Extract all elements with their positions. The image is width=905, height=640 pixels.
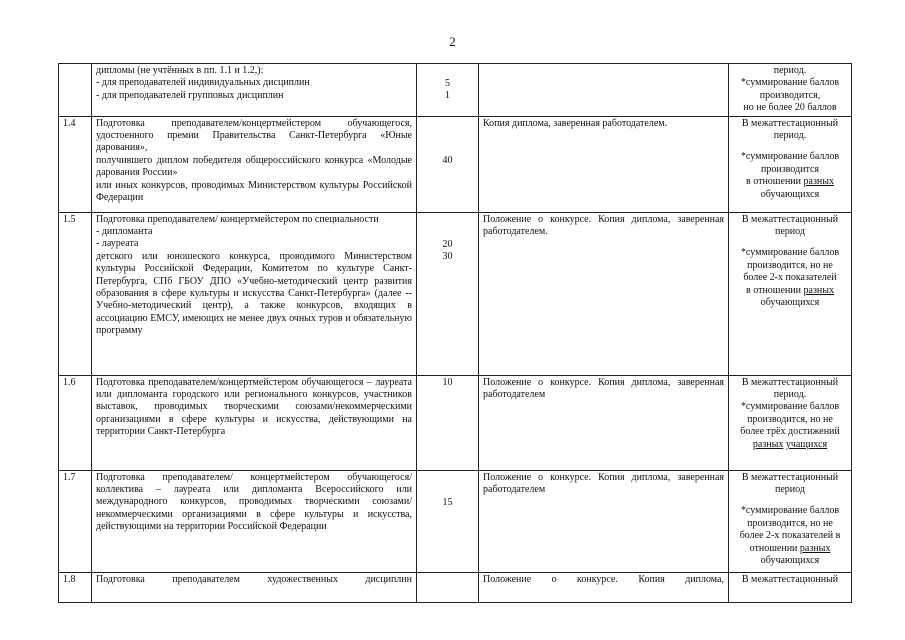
confirming-document: Положение о конкурсе. Копия диплома, заверенная работодателем <box>479 470 729 572</box>
points-value: 40 <box>442 154 453 166</box>
note-line: обучающихся <box>760 188 820 200</box>
criterion-note <box>729 64 852 117</box>
criteria-table <box>58 63 852 603</box>
row-number: 1.6 <box>59 375 92 470</box>
note-line: производится, но не <box>747 259 833 271</box>
note-line: В межаттестационный <box>741 376 839 388</box>
description-line: дипломы (не учтённых в пп. 1.1 и 1.2,): <box>96 65 264 76</box>
note-line: В межаттестационный <box>741 471 839 483</box>
note-line: в отношении <box>746 176 802 188</box>
note-line: *суммирование баллов <box>740 505 840 517</box>
description-line: Подготовка преподавателем/концертмейстером обучающегося – лауреата или дипломанта городского или регионального конкурсов, участников выставок, проводимых творческими союзами/некоммерческими организациями в сфере культуры и искусства, действующими на территории Санкт-Петербурга <box>96 376 415 438</box>
confirming-document <box>479 64 729 117</box>
confirming-document <box>479 572 729 602</box>
criterion-description <box>92 470 417 572</box>
row-number: 1.4 <box>59 116 92 212</box>
table-row <box>59 375 852 470</box>
points-value: 30 <box>442 251 453 263</box>
criterion-points <box>417 375 479 470</box>
criterion-points <box>417 116 479 212</box>
description-line: Подготовка преподавателем/ концертмейстером обучающегося/коллектива – лауреата или дипломанта Всероссийского или международного конкурсов, проводимых творческими союзами/некоммерческими организациями в сфере культуры и искусства, действующими на территории Российской Федерации <box>96 471 415 533</box>
note-line: отношении <box>749 542 798 554</box>
note-line: В межаттестационный <box>741 573 839 585</box>
note-line: производится, но не <box>747 517 833 529</box>
note-line: В межаттестационный <box>741 213 839 225</box>
criterion-description <box>92 572 417 602</box>
note-line: период <box>775 484 805 496</box>
description-line: Подготовка преподавателем/ концертмейстером по специальности <box>96 213 379 225</box>
description-line: или иных конкурсов, проводимых Министерством культуры Российской Федерации <box>96 179 415 204</box>
criterion-note <box>729 470 852 572</box>
note-line: *суммирование баллов <box>740 77 840 89</box>
description-line: - для преподавателей групповых дисциплин <box>96 89 284 101</box>
note-line: *суммирование баллов <box>740 401 840 413</box>
points-value: 10 <box>442 376 453 388</box>
note-line: период. <box>773 389 807 401</box>
note-line: производится, но не <box>747 413 833 425</box>
note-line: период. <box>773 65 807 76</box>
document-line: Положение о конкурсе. Копия диплома, <box>483 573 724 585</box>
criterion-points <box>417 470 479 572</box>
description-line: Подготовка преподавателем/концертмейстером обучающегося, удостоенного премии Правительства Санкт-Петербурга «Юные дарования», <box>96 117 415 154</box>
table-row <box>59 64 852 117</box>
row-number <box>59 64 92 117</box>
note-line: обучающихся <box>760 555 820 567</box>
note-line: более 2-х показателей в <box>739 530 841 542</box>
underlined-word: учащихся <box>785 438 828 450</box>
note-line: но не более 20 баллов <box>743 102 837 114</box>
note-line: в отношении <box>746 284 802 296</box>
table-row <box>59 212 852 375</box>
note-line: период <box>775 226 805 238</box>
page-number: 2 <box>449 34 456 49</box>
confirming-document: Положение о конкурсе. Копия диплома, заверенная работодателем. <box>479 212 729 375</box>
note-line: более 2-х показателей <box>743 272 837 284</box>
points-value: 20 <box>442 238 453 250</box>
criterion-points <box>417 572 479 602</box>
note-line: *суммирование баллов <box>740 151 840 163</box>
note-line: В межаттестационный <box>741 117 839 129</box>
row-number: 1.5 <box>59 212 92 375</box>
criterion-note <box>729 116 852 212</box>
row-number: 1.7 <box>59 470 92 572</box>
note-line: обучающихся <box>760 297 820 309</box>
row-number: 1.8 <box>59 572 92 602</box>
underlined-word: разных <box>803 284 834 296</box>
criterion-description <box>92 375 417 470</box>
table-row <box>59 116 852 212</box>
criterion-description <box>92 116 417 212</box>
description-line: детского или юношеского конкурса, проводимого Министерством культуры Российской Федерации, Комитетом по культуре Санкт-Петербурга, СПб ГБОУ ДПО «Учебно-методический центр развития образования в сфере культуры и искусства Санкт-Петербурга» (далее -- Учебно-методический центр), а также конкурсов, входящих в ассоциацию ЕМСУ, имеющих не менее двух очных туров и обязательную программу <box>96 250 415 337</box>
table-row <box>59 572 852 602</box>
underlined-word: разных <box>799 542 831 554</box>
confirming-document: Положение о конкурсе. Копия диплома, заверенная работодателем <box>479 375 729 470</box>
note-line: производится, <box>759 89 821 101</box>
criterion-note <box>729 375 852 470</box>
note-line: более трёх достижений <box>740 426 840 438</box>
points-value: 5 <box>445 78 450 89</box>
description-line: - дипломанта <box>96 226 153 238</box>
criterion-description <box>92 212 417 375</box>
confirming-document: Копия диплома, заверенная работодателем. <box>479 116 729 212</box>
note-line: производится <box>761 163 819 175</box>
points-value: 15 <box>442 496 453 508</box>
points-value: 1 <box>445 90 450 102</box>
criterion-description <box>92 64 417 117</box>
description-line: - для преподавателей индивидуальных дисциплин <box>96 77 310 89</box>
criterion-points <box>417 64 479 117</box>
underlined-word: разных <box>752 438 784 450</box>
description-line: получившего диплом победителя общероссийского конкурса «Молодые дарования России» <box>96 154 415 179</box>
note-line: *суммирование баллов <box>740 247 840 259</box>
table-row <box>59 470 852 572</box>
criterion-points <box>417 212 479 375</box>
criterion-note <box>729 212 852 375</box>
underlined-word: разных <box>803 176 834 188</box>
description-line: Подготовка преподавателем художественных дисциплин <box>96 573 412 585</box>
description-line: - лауреата <box>96 238 139 250</box>
note-line: период. <box>773 130 807 142</box>
criterion-note <box>729 572 852 602</box>
